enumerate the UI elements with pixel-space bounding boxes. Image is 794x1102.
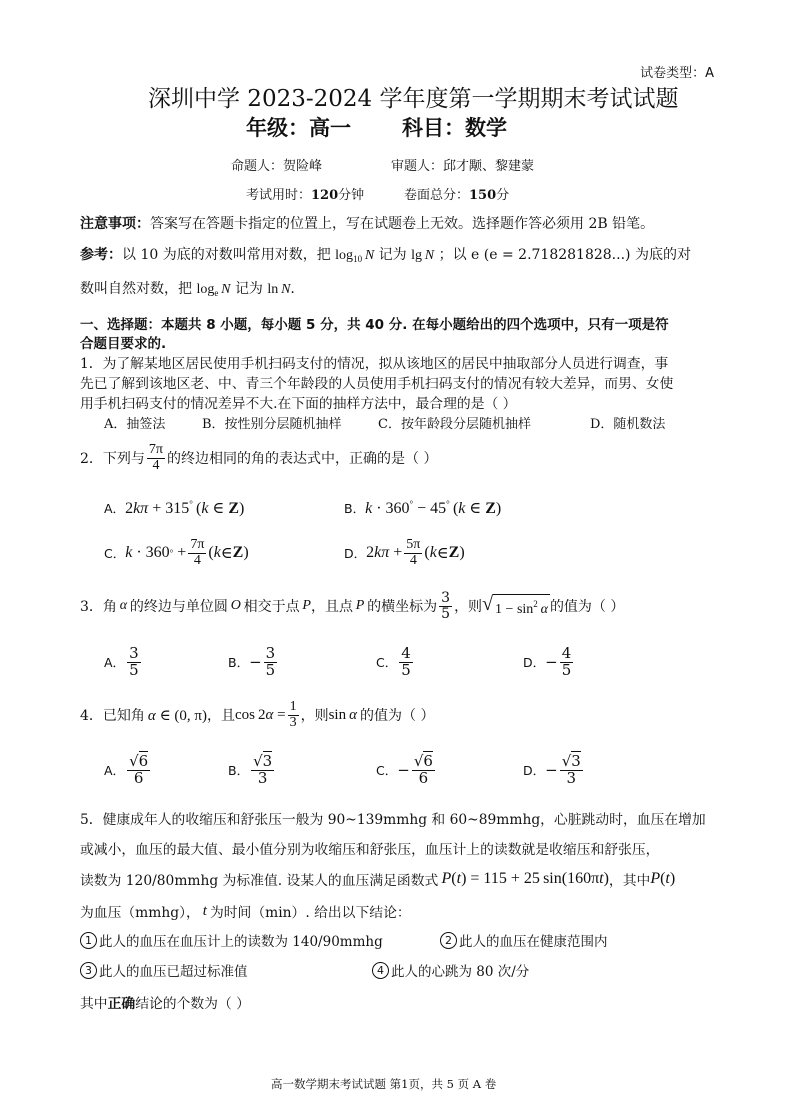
- q3-text-g: 的值为（ ）: [549, 599, 625, 615]
- q2-option-d: [344, 535, 465, 571]
- q1-line3: 用手机扫码支付的情况差异不大.在下面的抽样方法中，最合理的是（ ）: [80, 396, 517, 412]
- section1-heading-line1: 一、选择题：本题共 8 小题，每小题 5 分，共 40 分. 在每小题给出的四个选项中，只有一项是符: [80, 317, 669, 333]
- q3-option-b: [228, 642, 279, 682]
- q5-text-4b: 为时间（min）. 给出以下结论：: [209, 905, 411, 921]
- score-value: 150: [469, 188, 497, 203]
- q4-option-b-label: B．: [228, 763, 250, 778]
- q4-option-d-sign: −: [545, 761, 558, 779]
- q3-option-b-label: B．: [228, 655, 250, 670]
- q2-option-d-expr: 2 kπ + $\frac{5\pi}{4}$ ( k ∈ Z ): [366, 536, 465, 568]
- q2-prefix: 2．下列与: [80, 451, 145, 467]
- q4-text-c: ，则: [300, 708, 329, 724]
- q2-option-d-label: D．: [344, 546, 367, 561]
- q5-conclusion-2: [440, 930, 608, 950]
- ln-expression: ln N: [267, 282, 291, 297]
- q5-ask-c: 结论的个数为（ ）: [135, 996, 250, 1012]
- q3-abscissa-fraction: $\frac{3}{5}$: [441, 589, 451, 622]
- q4-option-d-label: D．: [523, 763, 546, 778]
- q3-option-a-label: A．: [104, 655, 126, 670]
- q2-option-b-expr: k · 360° − 45° (k ∈ Z): [365, 499, 502, 517]
- circled-1-icon: 1: [80, 932, 97, 949]
- total-score: [404, 184, 509, 203]
- q3-option-d-label: D．: [523, 655, 546, 670]
- log10-expression: $\log_{10} N$: [335, 248, 375, 264]
- q2-option-a: [104, 497, 244, 519]
- q3-option-c-label: C．: [376, 655, 398, 670]
- q3-point-p2: P: [352, 598, 368, 613]
- q1-option-c: C．按年龄段分层随机抽样: [378, 417, 531, 432]
- reviewer-line: 审题人：邱才颙、黎建蒙: [391, 159, 535, 174]
- q4-text-b: ，且: [206, 708, 235, 724]
- q3-option-c: [376, 642, 415, 682]
- q2-option-a-label: A．: [104, 501, 126, 516]
- circled-2-icon: 2: [440, 932, 457, 949]
- q5-conclusion-4-text: 此人的心跳为 80 次/分: [391, 964, 530, 980]
- reference-text-f: .: [290, 281, 295, 297]
- q3-option-b-sign: −: [249, 653, 262, 671]
- q2-option-c: [104, 535, 249, 571]
- page-footer: 高一数学期末考试试题 第1页，共 5 页 A 卷: [271, 1077, 497, 1091]
- q3-option-d: [523, 642, 575, 682]
- q1-line2: 先已了解到该地区老、中、青三个年龄段的人员使用手机扫码支付的情况有较大差异，而男、女使: [80, 376, 674, 392]
- q1-line1: 1．为了解某地区居民使用手机扫码支付的情况，拟从该地区的居民中抽取部分人员进行调查，事: [80, 356, 669, 372]
- grade-label: 年级：高一: [246, 116, 351, 140]
- loge-expression: $\log_e N$: [196, 282, 231, 298]
- q5-line3: [80, 868, 675, 890]
- q2-angle-fraction: $\frac{7\pi}{4}$: [148, 441, 163, 473]
- q5-conclusion-1: [80, 930, 383, 950]
- q5-text-3b: ，其中: [608, 873, 651, 889]
- q3-text-a: 3．角: [80, 599, 117, 615]
- section1-heading-line2: 合题目要求的.: [80, 336, 167, 352]
- q1-option-b: B．按性别分层随机抽样: [202, 417, 342, 432]
- q5-ask-emphasis: 正确: [107, 996, 136, 1012]
- q2-stem: [80, 440, 437, 476]
- q5-p-of-t: P(t): [650, 870, 676, 887]
- author-line: 命题人：贺险峰: [231, 159, 323, 174]
- q4-option-d-value: $\frac{√3}{3}$: [561, 751, 581, 787]
- q5-text-4a: 为血压（mmhg），: [80, 905, 200, 921]
- reference-text-e: 记为: [234, 281, 263, 297]
- q5-function: P(t) = 115 + 25 sin(160πt): [438, 870, 609, 887]
- q5-ask-a: 其中: [80, 996, 108, 1012]
- q3-circle-o: O: [227, 598, 244, 613]
- q5-conclusion-2-text: 此人的血压在健康范围内: [459, 934, 608, 950]
- q5-line2: 或减小，血压的最大值、最小值分别为收缩压和舒张压，血压计上的读数就是收缩压和舒张压，: [80, 842, 660, 858]
- q2-option-c-expr: k · 360 ° + $\frac{7\pi}{4}$ ( k ∈ Z ): [125, 536, 249, 568]
- score-unit: 分: [496, 188, 510, 203]
- exam-title: 深圳中学 2023-2024 学年度第一学期期末考试试题: [148, 86, 679, 112]
- q2-option-a-expr: 2kπ + 315° (k ∈ Z): [125, 499, 245, 517]
- q5-text-3a: 读数为 120/80mmhg 为标准值. 设某人的血压满足函数式: [80, 873, 439, 889]
- q3-point-p: P: [299, 598, 311, 613]
- lg-expression: lg N: [411, 248, 435, 263]
- q2-option-b: [344, 497, 501, 519]
- q3-alpha: α: [116, 598, 130, 613]
- exam-time: [246, 184, 364, 203]
- q4-option-c-value: $\frac{√6}{6}$: [413, 751, 433, 787]
- q4-option-c-sign: −: [397, 761, 410, 779]
- q4-text-a: 4．已知角: [80, 708, 145, 724]
- reference-line-1: [80, 244, 691, 264]
- attention-label: 注意事项：: [80, 216, 150, 232]
- reference-text-c: ；以 e (e = 2.718281828...) 为底的对: [438, 247, 691, 263]
- q4-domain: α ∈ (0, π): [144, 707, 207, 724]
- q5-conclusion-4: [372, 960, 529, 980]
- q4-option-c: [376, 748, 437, 792]
- q4-target: sin α: [328, 706, 360, 723]
- q4-option-b: [228, 748, 276, 792]
- q1-option-d: D．随机数法: [590, 417, 666, 432]
- q3-text-e: 的横坐标为: [367, 599, 438, 615]
- subject-label: 科目：数学: [402, 116, 507, 140]
- paper-type: 试卷类型：A: [640, 66, 714, 81]
- time-value: 120: [311, 188, 339, 203]
- q5-question: [80, 992, 250, 1012]
- q3-option-a: [104, 642, 143, 682]
- q3-option-c-value: $\frac{4}{5}$: [401, 643, 411, 679]
- score-label: 卷面总分：: [404, 188, 470, 203]
- reference-text-d: 数叫自然对数，把: [80, 281, 192, 297]
- q3-text-c: 相交于点: [243, 599, 300, 615]
- q3-text-b: 的终边与单位圆: [129, 599, 228, 615]
- q3-option-d-sign: −: [545, 653, 558, 671]
- q3-text-d: ，且点: [310, 599, 353, 615]
- q2-option-b-label: B．: [344, 501, 366, 516]
- q3-text-f: ，则: [454, 599, 483, 615]
- q1-option-a: A．抽签法: [104, 417, 166, 432]
- q4-option-c-label: C．: [376, 763, 398, 778]
- q5-t-var: t: [199, 902, 210, 919]
- q4-condition: cos 2 α = $\frac{1}{3}$: [234, 698, 297, 730]
- reference-label: 参考：: [80, 247, 122, 263]
- reference-text-a: 以 10 为底的对数叫常用对数，把: [122, 247, 331, 263]
- q5-line1: 5．健康成年人的收缩压和舒张压一般为 90~139mmhg 和 60~89mmhg，心脏跳动时，血压在增加: [80, 812, 706, 828]
- q5-conclusion-3-text: 此人的血压已超过标准值: [99, 964, 248, 980]
- q5-line4: [80, 900, 411, 922]
- attention-line: [80, 213, 654, 233]
- q2-option-c-label: C．: [104, 546, 126, 561]
- q3-option-b-value: $\frac{3}{5}$: [265, 643, 276, 679]
- q4-option-a: [104, 748, 152, 792]
- q4-option-a-value: $\frac{√6}{6}$: [129, 751, 149, 787]
- q3-option-a-value: $\frac{3}{5}$: [129, 643, 139, 679]
- circled-4-icon: 4: [372, 962, 389, 979]
- q5-conclusion-3: [80, 960, 248, 980]
- q4-text-d: 的值为（ ）: [360, 708, 435, 724]
- circled-3-icon: 3: [80, 962, 97, 979]
- q5-conclusion-1-text: 此人的血压在血压计上的读数为 140/90mmhg: [99, 934, 383, 950]
- attention-text: 答案写在答题卡指定的位置上，写在试题卷上无效。选择题作答必须用 2B 铅笔。: [150, 216, 655, 232]
- q3-option-d-value: $\frac{4}{5}$: [561, 643, 572, 679]
- q2-suffix: 的终边相同的角的表达式中，正确的是（ ）: [167, 451, 438, 467]
- time-unit: 分钟: [338, 188, 365, 203]
- q4-stem: [80, 697, 434, 733]
- q4-option-a-label: A．: [104, 763, 126, 778]
- q4-option-b-value: $\frac{√3}{3}$: [253, 751, 273, 787]
- q3-sqrt-expression: √ $1 - \sin^2 \alpha$: [482, 592, 548, 617]
- time-label: 考试用时：: [246, 188, 312, 203]
- q4-option-d: [523, 748, 585, 792]
- q3-stem: [80, 588, 624, 624]
- reference-text-b: 记为: [378, 247, 407, 263]
- reference-line-2: [80, 278, 295, 298]
